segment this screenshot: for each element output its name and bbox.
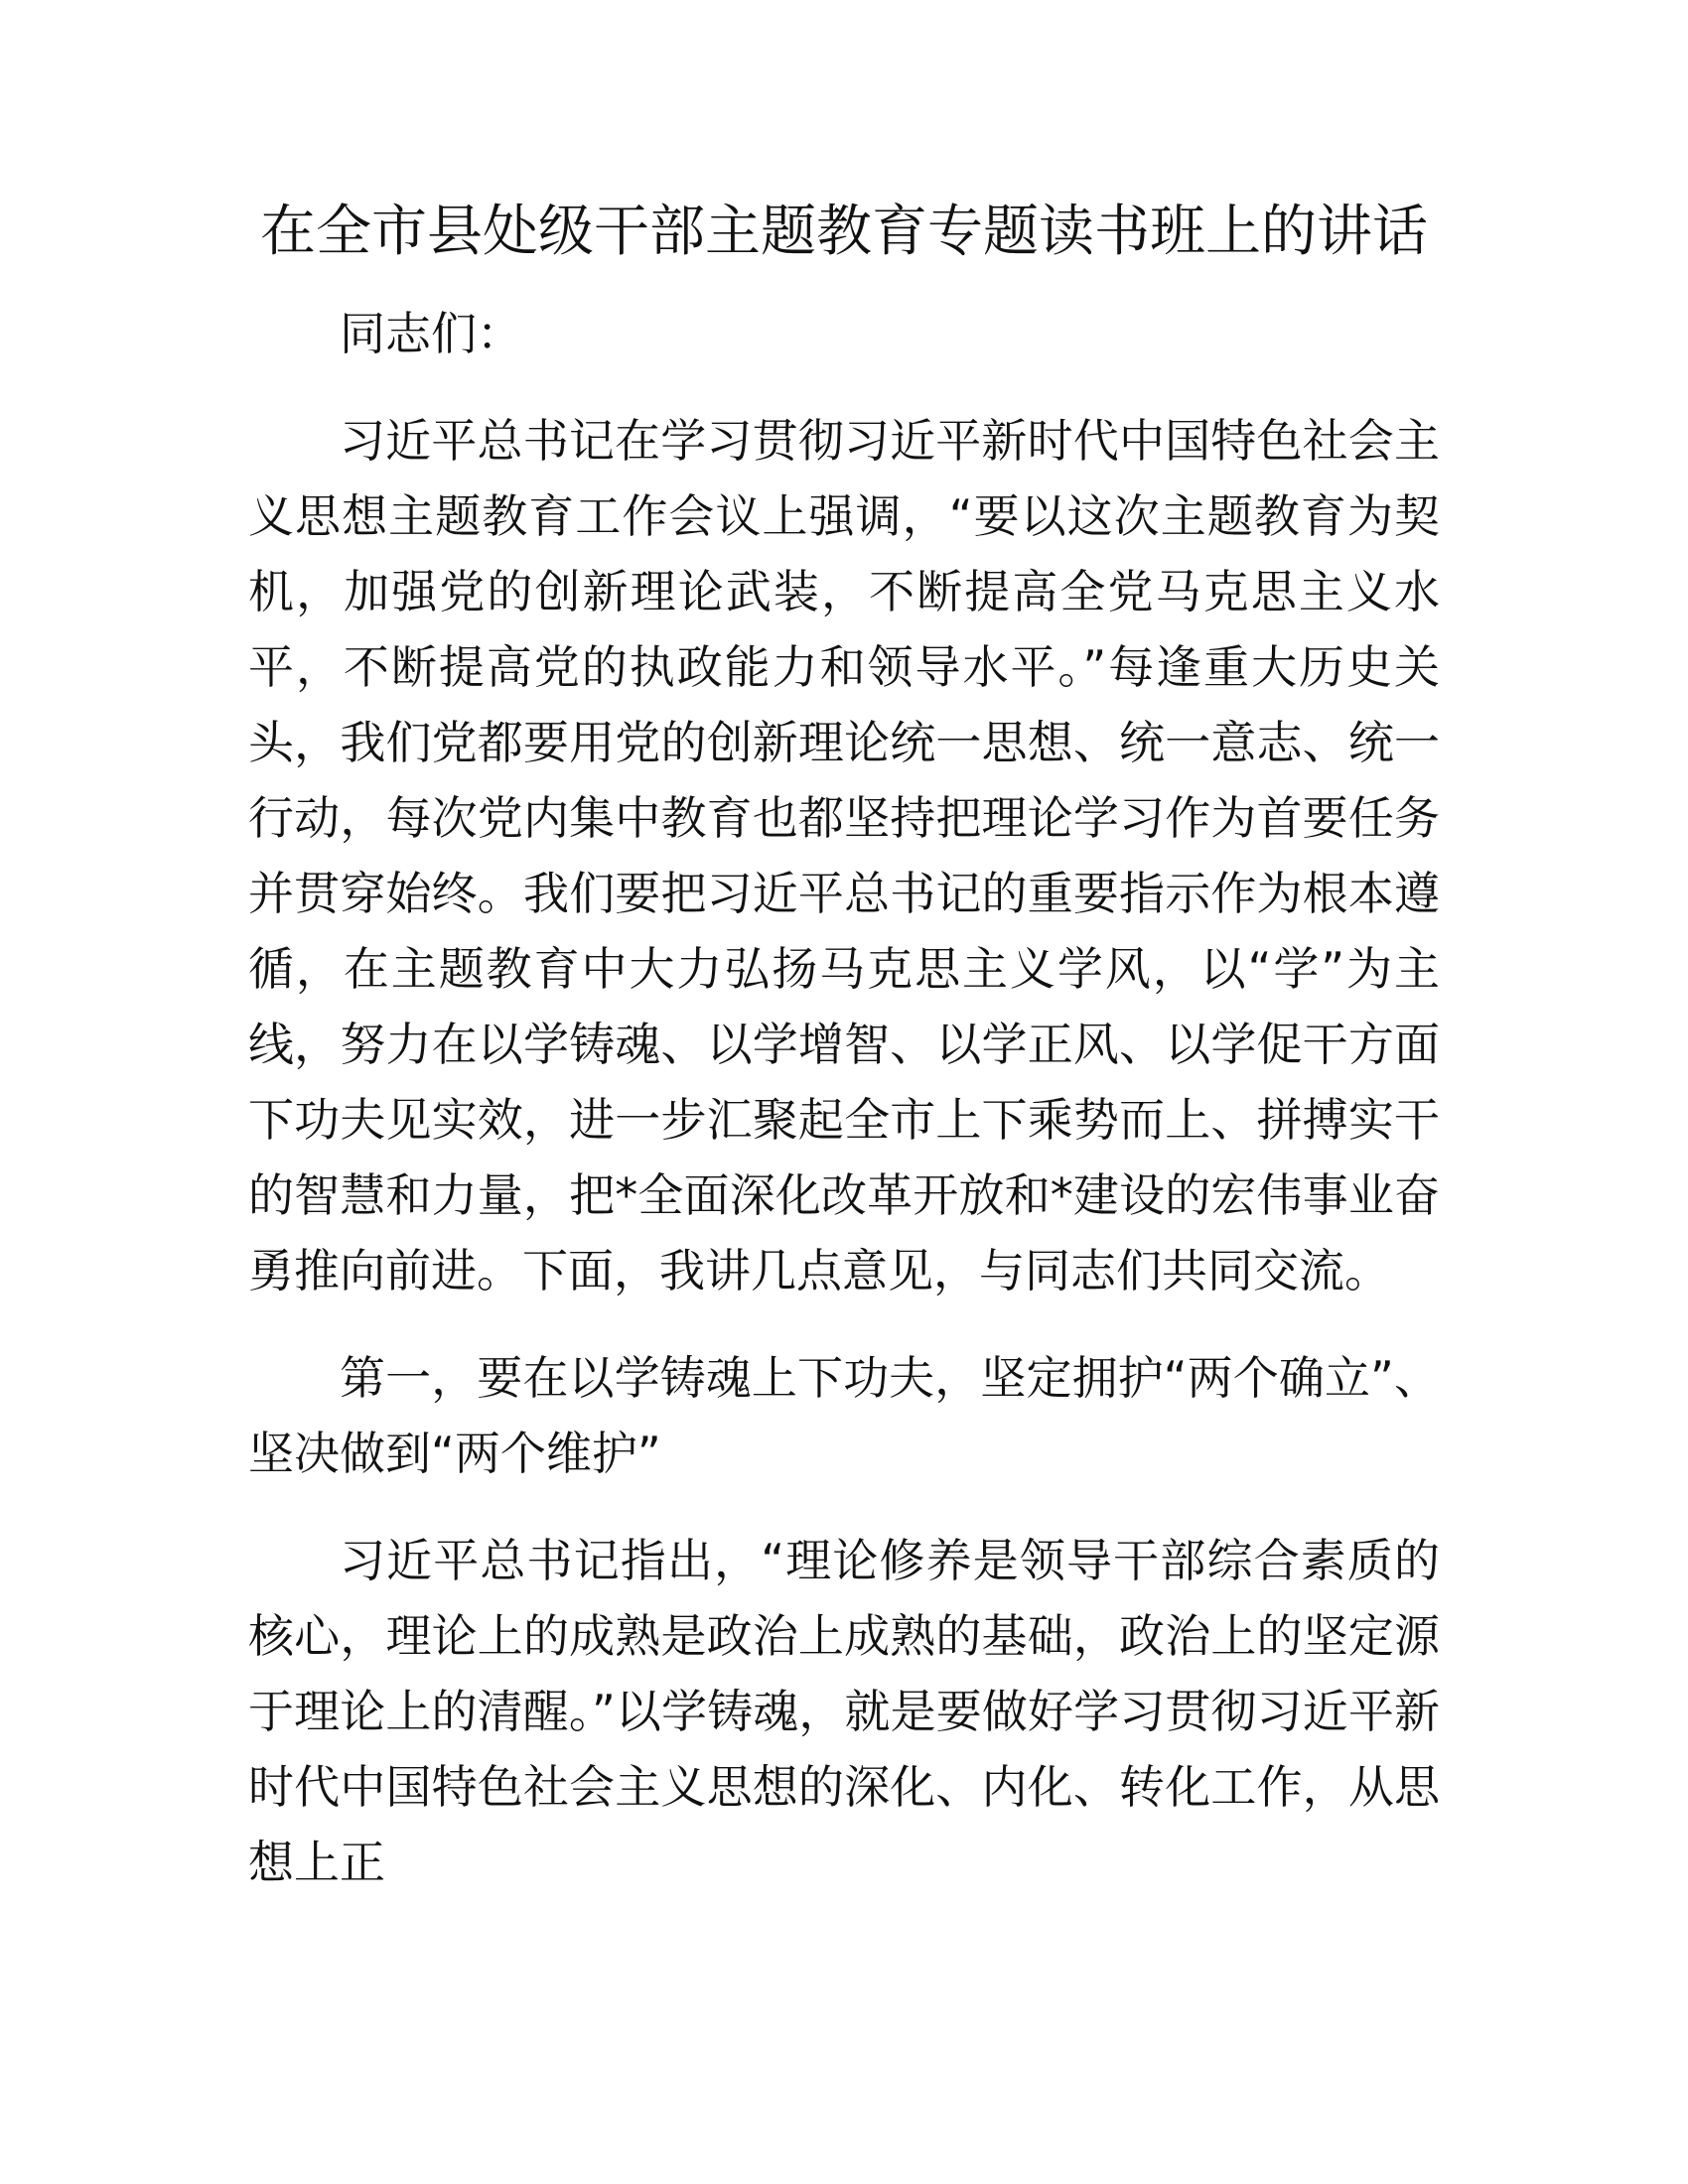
section-heading-first: 第一，要在以学铸魂上下功夫，坚定拥护“两个确立”、坚决做到“两个维护” <box>248 1351 1440 1480</box>
paragraph-intro: 习近平总书记在学习贯彻习近平新时代中国特色社会主义思想主题教育工作会议上强调，“要以这次主题教育为契机，加强党的创新理论武装，不断提高全党马克思主义水平，不断提高党的执政能力和领导水平。”每逢重大历史关头，我们党都要用党的创新理论统一思想、统一意志、统一行动，每次党内集中教育也都坚持把理论学习作为首要任务并贯穿始终。我们要把习近平总书记的重要指示作为根本遵循，在主题教育中大力弘扬马克思主义学风，以“学”为主线，努力在以学铸魂、以学增智、以学正风、以学促干方面下功夫见实效，进一步汇聚起全市上下乘势而上、拼搏实干的智慧和力量，把*全面深化改革开放和*建设的宏伟事业奋勇推向前进。下面，我讲几点意见，与同志们共同交流。 <box>248 414 1440 1297</box>
paragraph-first-section: 习近平总书记指出，“理论修养是领导干部综合素质的核心，理论上的成熟是政治上成熟的基础，政治上的坚定源于理论上的清醒。”以学铸魂，就是要做好学习贯彻习近平新时代中国特色社会主义思想的深化、内化、转化工作，从思想上正 <box>248 1534 1440 1889</box>
salutation: 同志们： <box>340 307 522 360</box>
document-title: 在全市县处级干部主题教育专题读书班上的讲话 <box>260 200 1428 264</box>
document-page <box>248 189 1440 1900</box>
